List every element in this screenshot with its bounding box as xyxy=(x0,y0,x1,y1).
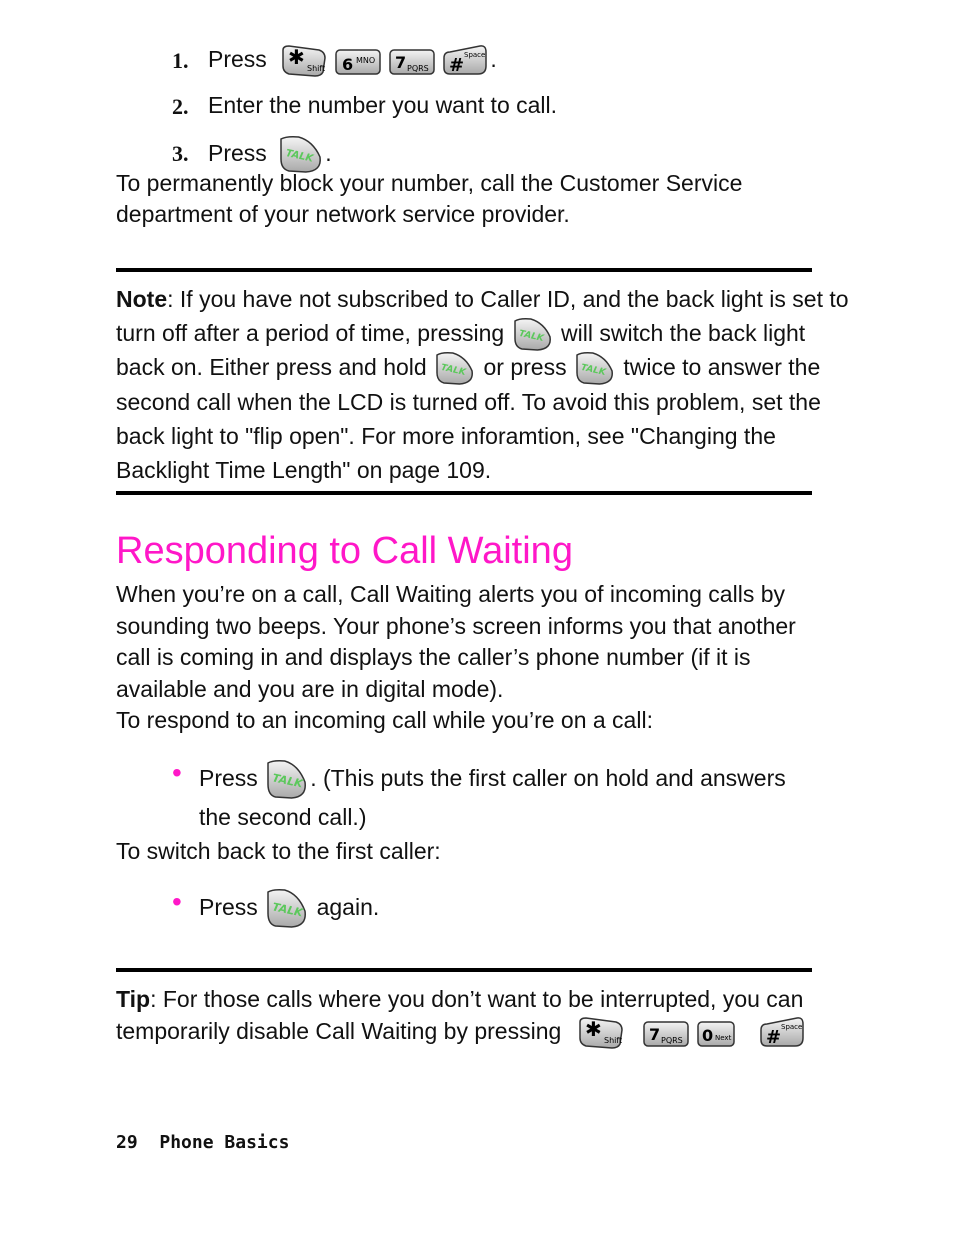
svg-text:Next: Next xyxy=(715,1033,732,1042)
svg-text:6: 6 xyxy=(341,54,353,74)
tip-line-2: temporarily disable Call Waiting by pressing ✱ Shift 7 PQRS 0 Next # Space xyxy=(116,1014,807,1050)
svg-text:7: 7 xyxy=(394,52,407,72)
bullet-1-text: Press TALK . (This puts the first caller on hold and answers xyxy=(199,758,786,801)
step-3-text: Press TALK . xyxy=(208,135,332,175)
step-number: 3. xyxy=(172,141,189,166)
page-footer xyxy=(116,1132,289,1153)
talk-key-label: TALK xyxy=(517,328,545,344)
bullet-1-cont: the second call.) xyxy=(199,804,367,830)
talk-key-icon xyxy=(264,759,310,801)
bullet-icon: • xyxy=(172,757,182,788)
pound-key-icon xyxy=(759,1016,807,1050)
step-2-text: Enter the number you want to call. xyxy=(208,92,558,118)
svg-text:PQRS: PQRS xyxy=(406,63,429,73)
bullet-2-text: Press TALK again. xyxy=(199,887,379,930)
tip-line-1: Tip: For those calls where you don’t want to be interrupted, you can xyxy=(116,986,804,1012)
bullet-icon: • xyxy=(172,886,182,917)
talk-key-icon xyxy=(264,888,310,930)
note-line-3: back on. Either press and hold TALK or press TALK twice to answer the xyxy=(116,350,820,387)
svg-text:✱: ✱ xyxy=(584,1016,602,1041)
note-line-6: Backlight Time Length" on page 109. xyxy=(116,457,492,483)
step-number: 1. xyxy=(172,48,189,73)
note-line-5: back light to "flip open". For more inforamtion, see "Changing the xyxy=(116,423,776,449)
talk-key-icon xyxy=(573,351,617,387)
talk-key-label: TALK xyxy=(271,771,305,791)
tip-label: Tip xyxy=(116,986,151,1012)
svg-text:#: # xyxy=(449,54,465,76)
talk-key-label: TALK xyxy=(440,362,467,378)
svg-text:PQRS: PQRS xyxy=(661,1035,683,1045)
svg-text:#: # xyxy=(765,1026,781,1048)
svg-text:Space: Space xyxy=(780,1022,803,1031)
section-heading: Responding to Call Waiting xyxy=(116,530,573,572)
note-line-4: second call when the LCD is turned off. To avoid this problem, set the xyxy=(116,389,821,415)
svg-text:Shift: Shift xyxy=(603,1035,622,1045)
switch-text: To switch back to the first caller: xyxy=(116,838,441,864)
svg-text:✱: ✱ xyxy=(288,44,305,69)
pound-key-icon xyxy=(442,44,490,78)
talk-key-icon xyxy=(433,351,477,387)
note-label: Note xyxy=(116,286,168,312)
note-line-2: turn off after a period of time, pressing TALK will switch the back light xyxy=(116,316,805,353)
talk-key-label: TALK xyxy=(284,148,315,165)
svg-text:7: 7 xyxy=(649,1024,661,1044)
zero-key-icon xyxy=(696,1016,736,1050)
step-1-text: Press ✱ Shift 6 MNO 7 PQRS # Space . xyxy=(208,44,497,76)
talk-key-label: TALK xyxy=(271,900,305,920)
talk-key-label: TALK xyxy=(579,362,607,378)
star-key-icon xyxy=(279,44,327,78)
page-number: 29 xyxy=(116,1132,138,1153)
seven-key-icon xyxy=(388,44,436,78)
svg-text:MNO: MNO xyxy=(355,55,375,65)
svg-text:0: 0 xyxy=(702,1025,714,1045)
step-1-label: Press xyxy=(208,46,267,72)
divider xyxy=(116,491,812,495)
divider xyxy=(116,268,812,272)
section-name: Phone Basics xyxy=(159,1132,290,1153)
block-paragraph: To permanently block your number, call the Customer Service department of your network service provider. xyxy=(116,170,743,227)
seven-key-icon xyxy=(642,1016,690,1050)
six-key-icon xyxy=(334,44,382,78)
svg-text:Space: Space xyxy=(464,50,486,59)
svg-text:Shift: Shift xyxy=(307,63,326,73)
step-number: 2. xyxy=(172,94,189,119)
divider xyxy=(116,968,812,972)
talk-key-icon xyxy=(511,317,555,353)
note-line-1: Note: If you have not subscribed to Caller ID, and the back light is set to xyxy=(116,286,849,312)
star-key-icon xyxy=(576,1016,624,1050)
body-paragraph: When you’re on a call, Call Waiting alerts you of incoming calls by sounding two beeps. Your phone’s screen informs you that another call is coming in and displays the caller’s phone number (if it is available and you are in digital mode). To respond to an incoming call while you’re on a call: xyxy=(116,581,796,733)
